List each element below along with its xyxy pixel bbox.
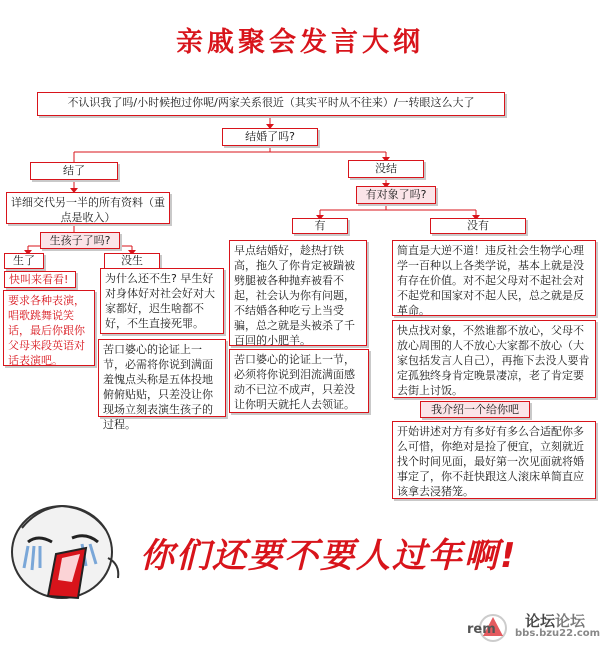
watermark-url: bbs.bzu22.com [515, 628, 600, 639]
partner-no-box: 没有 [430, 218, 526, 234]
spouse-info-box: 详细交代另一半的所有资料（重点是收入） [6, 192, 170, 224]
early-marry-box: 早点结婚好，趁热打铁高，拖久了你肯定被踹被劈腿被各种抛弃被看不起，社会认为你有问题，不结婚各种吃亏上当受骗，总之就是头被杀了千百回的小肥羊。 [229, 240, 367, 346]
married-no-box: 没结 [348, 160, 424, 178]
partner-yes-box: 有 [292, 218, 348, 234]
why-not-box: 为什么还不生? 早生好对身体好对社会好对大家都好，迟生啥都不好，不生直接死罪。 [100, 268, 224, 334]
child-question-box: 生孩子了吗? [40, 232, 120, 249]
opening-lines-box: 不认识我了吗/小时候抱过你呢/两家关系很近（其实平时从不往来）/一转眼这么大了 [37, 92, 505, 116]
married-question-box: 结婚了吗? [222, 128, 318, 146]
watermark-forum-text-2: 论坛 [555, 612, 586, 630]
perform-box: 要求各种表演，唱歌跳舞说笑话，最后你跟你父母来段英语对话表演吧。 [3, 290, 95, 366]
had-child-box: 生了 [4, 253, 44, 269]
show-off-box: 快叫来看看! [4, 271, 76, 288]
persuade-marry-box: 苦口婆心的论证上一节，必须将你说到泪流满面感动不已泣不成声，只差没让你明天就托人去领证。 [229, 349, 369, 413]
page-title: 亲戚聚会发言大纲 [176, 27, 424, 58]
matchmake-box: 开始讲述对方有多好有多么合适配你多么可惜，你绝对是捡了便宜，立刻就近找个时间见面，最好第一次见面就将婚事定了，你不赶快跟这人滚床单简直应该拿去浸猪笼。 [392, 421, 596, 499]
watermark-text: rem [467, 622, 496, 637]
find-partner-box: 快点找对象，不然谁都不放心，父母不放心周围的人不放心大家都不放心（大家包括发言人自己），再拖下去没人要肯定孤独终身肯定晚景凄凉，老了肯定要去街上讨饭。 [392, 320, 596, 398]
married-yes-box: 结了 [30, 162, 118, 180]
no-child-box: 没生 [104, 253, 160, 269]
crying-face-illustration [8, 498, 126, 603]
partner-question-box: 有对象了吗? [356, 186, 436, 204]
slogan-text: 你们还要不要人过年啊! [140, 536, 518, 576]
watermark-logo [405, 608, 600, 643]
persuade-child-box: 苦口婆心的论证上一节，必需将你说到满面羞愧点头称是五体投地俯俯贴贴，只差没让你现场立刻表演生孩子的过程。 [98, 339, 226, 417]
introduce-box: 我介绍一个给你吧 [420, 401, 530, 418]
rebel-box: 简直是大逆不道！违反社会生物学心理学一百种以上各类学说，基本上就是没有存在价值。对不起父母对不起社会对不起党和国家对不起人民，总之就是反革命。 [392, 240, 596, 316]
watermark-forum-text: 论坛 [525, 612, 556, 630]
